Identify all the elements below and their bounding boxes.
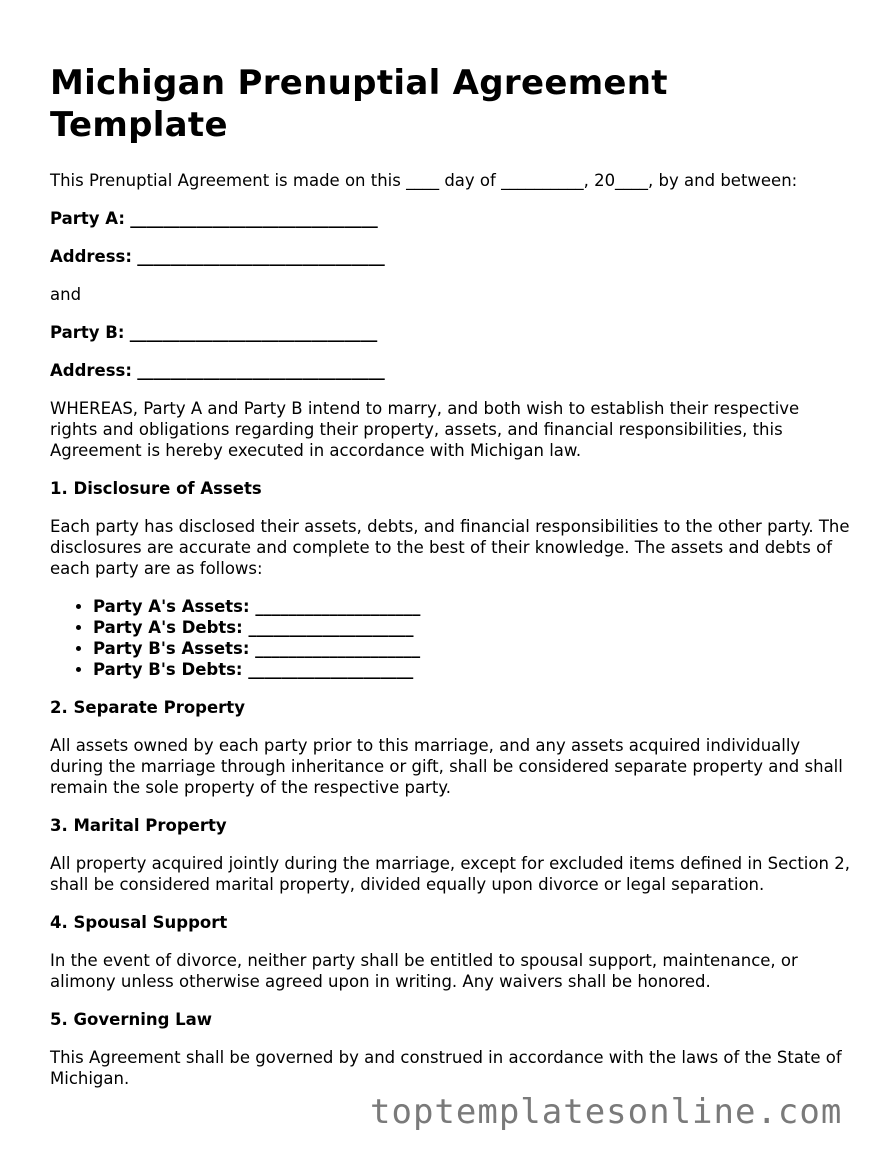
- party-b-label: Party B:: [50, 323, 125, 342]
- list-item: • Party B's Debts: ____________________: [93, 659, 850, 680]
- and-text: and: [50, 285, 82, 304]
- section-heading: 3. Marital Property: [50, 816, 227, 835]
- document-title: Michigan Prenuptial Agreement Template: [50, 63, 668, 145]
- intro-paragraph: This Prenuptial Agreement is made on this ____ day of __________, 20____, by and between:: [50, 171, 798, 190]
- section-body: In the event of divorce, neither party shall be entitled to spousal support, maintenance, or alimony unless otherwise agreed upon in writing. Any waivers shall be honored.: [50, 951, 798, 991]
- party-a-label: Party A:: [50, 209, 125, 228]
- address-a-blank: ______________________________: [137, 247, 385, 266]
- party-a-field: [50, 208, 850, 229]
- address-b-field: [50, 360, 850, 381]
- document-page: [50, 62, 850, 1106]
- section-heading: 1. Disclosure of Assets: [50, 479, 262, 498]
- address-a-label: Address:: [50, 247, 132, 266]
- party-a-blank: ______________________________: [130, 209, 378, 228]
- address-a-field: [50, 246, 850, 267]
- list-item: • Party A's Debts: ____________________: [93, 617, 850, 638]
- list-item: • Party B's Assets: ____________________: [93, 638, 850, 659]
- whereas-paragraph: WHEREAS, Party A and Party B intend to marry, and both wish to establish their respective rights and obligations regarding their property, assets, and financial responsibilities, this Agreement is hereby executed in accordance with Michigan law.: [50, 399, 800, 460]
- section-body: This Agreement shall be governed by and construed in accordance with the laws of the State of Michigan.: [50, 1048, 842, 1088]
- section-body: All assets owned by each party prior to this marriage, and any assets acquired individually during the marriage through inheritance or gift, shall be considered separate property and shall remain the sole property of the respective party.: [50, 736, 843, 797]
- section-heading: 2. Separate Property: [50, 698, 245, 717]
- disclosure-list: [50, 596, 850, 680]
- party-b-field: [50, 322, 850, 343]
- section-body: All property acquired jointly during the marriage, except for excluded items defined in Section 2, shall be considered marital property, divided equally upon divorce or legal separation.: [50, 854, 850, 894]
- section-heading: 4. Spousal Support: [50, 913, 228, 932]
- list-item: • Party A's Assets: ____________________: [93, 596, 850, 617]
- section-heading: 5. Governing Law: [50, 1010, 213, 1029]
- address-b-blank: ______________________________: [137, 361, 385, 380]
- address-b-label: Address:: [50, 361, 132, 380]
- watermark: toptemplatesonline.com: [370, 1092, 843, 1132]
- section-body: Each party has disclosed their assets, debts, and financial responsibilities to the other party. The disclosures are accurate and complete to the best of their knowledge. The assets and debts of each party are as follows:: [50, 517, 850, 578]
- party-b-blank: ______________________________: [129, 323, 378, 342]
